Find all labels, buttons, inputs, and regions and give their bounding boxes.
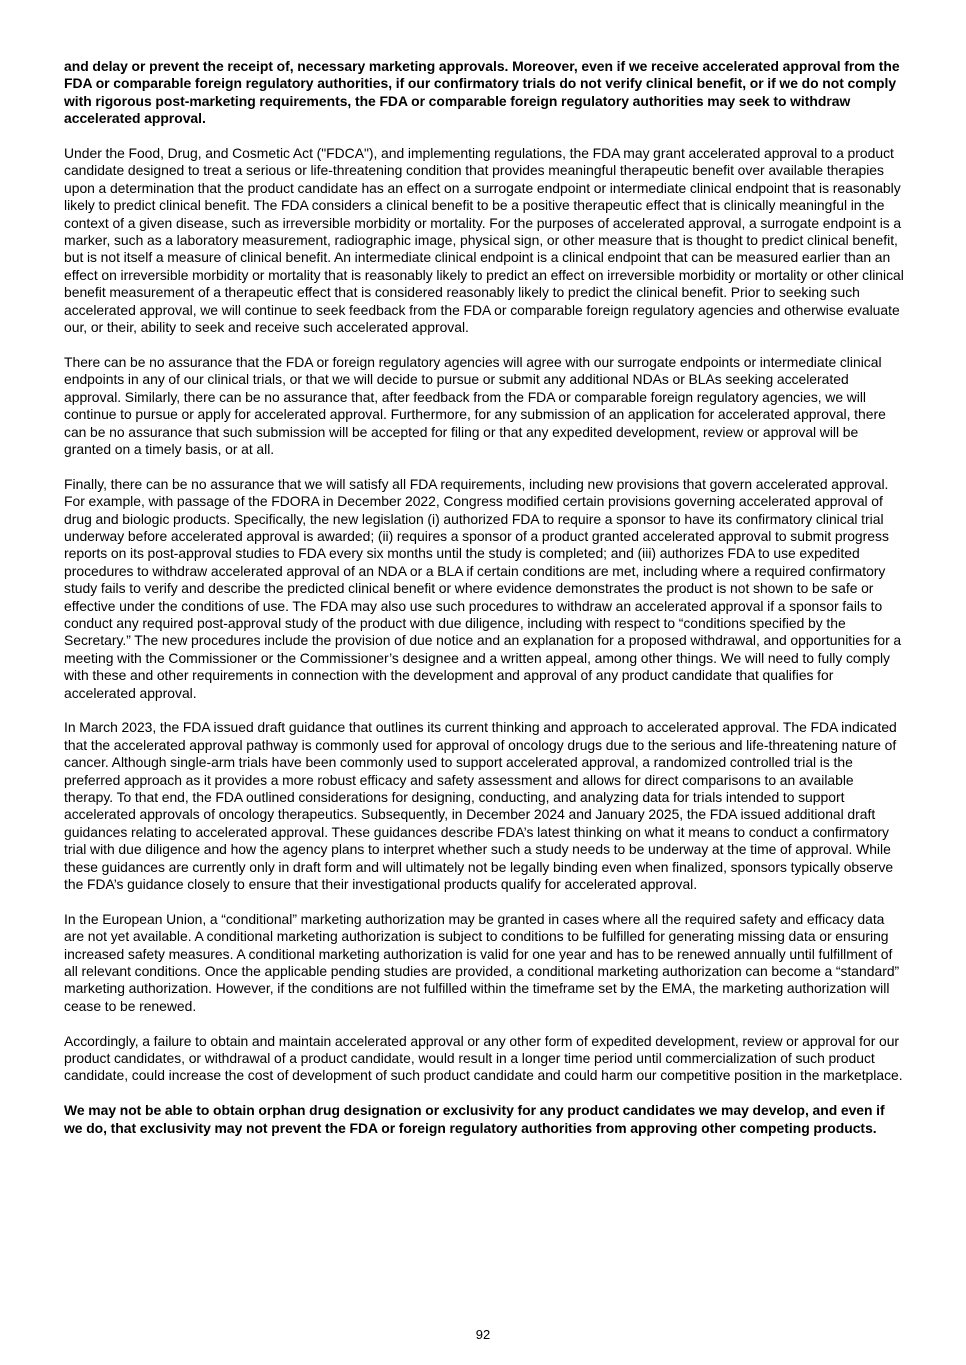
document-body (64, 58, 904, 1154)
paragraph-no-assurance-endpoints: There can be no assurance that the FDA or foreign regulatory agencies will agree with our surrogate endpoints or intermediate clinical endpoints in any of our clinical trials, or that we will decide to pursue or submit any additional NDAs or BLAs seeking accelerated approval. Similarly, there can be no assurance that, after feedback from the FDA or comparable foreign regulatory agencies, we will continue to pursue or apply for accelerated approval. Furthermore, for any submission of an application for accelerated approval, there can be no assurance that such submission will be accepted for filing or that any expedited development, review or approval will be granted on a timely basis, or at all. (64, 353, 886, 457)
page-number: 92 (475, 1327, 491, 1342)
paragraph-fdca-accelerated-approval: Under the Food, Drug, and Cosmetic Act ("FDCA"), and implementing regulations, the FDA may grant accelerated approval to a product candidate designed to treat a serious or life-threatening condition that provides meaningful therapeutic benefit over available therapies upon a determination that the product candidate has an effect on a surrogate endpoint or intermediate clinical endpoint that is reasonably likely to predict clinical benefit. The FDA considers a clinical benefit to be a positive therapeutic effect that is clinically meaningful in the context of a given disease, such as irreversible morbidity or mortality. For the purposes of accelerated approval, a surrogate endpoint is a marker, such as a laboratory measurement, radiographic image, physical sign, or other measure that is thought to predict clinical benefit, but is not itself a measure of clinical benefit. An intermediate clinical endpoint is a clinical endpoint that can be measured earlier than an effect on irreversible morbidity or mortality that is reasonably likely to predict an effect on irreversible morbidity or mortality or other clinical benefit measurement of a therapeutic effect that is considered reasonably likely to predict the clinical benefit. Prior to seeking such accelerated approval, we will continue to seek feedback from the FDA or comparable foreign regulatory agencies and otherwise evaluate our, or their, ability to seek and receive such accelerated approval. (64, 145, 904, 336)
paragraph-march-2023-guidance: In March 2023, the FDA issued draft guidance that outlines its current thinking and approach to accelerated approval. The FDA indicated that the accelerated approval pathway is commonly used for approval of oncology drugs due to the serious and life-threatening nature of cancer. Although single-arm trials have been commonly used to support accelerated approval, a randomized controlled trial is the preferred approach as it provides a more robust efficacy and safety assessment and allows for direct comparisons to an available therapy. To that end, the FDA outlined considerations for designing, conducting, and analyzing data for trials intended to support accelerated approvals of oncology therapeutics. Subsequently, in December 2024 and January 2025, the FDA issued additional draft guidances relating to accelerated approval. These guidances describe FDA’s latest thinking on what it means to conduct a confirmatory trial with due diligence and how the agency plans to interpret whether such a study needs to be underway at the time of approval. While these guidances are currently only in draft form and will ultimately not be legally binding even when finalized, sponsors typically observe the FDA’s guidance closely to ensure that their investigational products qualify for accelerated approval. (64, 719, 897, 893)
paragraph-fdora-provisions: Finally, there can be no assurance that we will satisfy all FDA requirements, including new provisions that govern accelerated approval. For example, with passage of the FDORA in December 2022, Congress modified certain provisions governing accelerated approval of drug and biologic products. Specifically, the new legislation (i) authorized FDA to require a sponsor to have its confirmatory clinical trial underway before accelerated approval is awarded; (ii) requires a sponsor of a product granted accelerated approval to submit progress reports on its post-approval studies to FDA every six months until the study is completed; and (iii) authorizes FDA to use expedited procedures to withdraw accelerated approval of an NDA or a BLA if certain conditions are met, including where a required confirmatory study fails to verify and describe the predicted clinical benefit or where evidence demonstrates the product is not shown to be safe or effective under the conditions of use. The FDA may also use such procedures to withdraw an accelerated approval if a sponsor fails to conduct any required post-approval study of the product with due diligence, including with respect to “conditions specified by the Secretary.” The new procedures include the provision of due notice and an explanation for a proposed withdrawal, and opportunities for a meeting with the Commissioner or the Commissioner’s designee and a written appeal, among other things. We will need to fully comply with these and other requirements in connection with the development and approval of any product candidate that qualifies for accelerated approval. (64, 475, 902, 701)
paragraph-eu-conditional-authorization: In the European Union, a “conditional” marketing authorization may be granted in cases where all the required safety and efficacy data are not yet available. A conditional marketing authorization is subject to conditions to be fulfilled for generating missing data or ensuring increased safety measures. A conditional marketing authorization is valid for one year and has to be renewed annually until fulfillment of all relevant conditions. Once the applicable pending studies are provided, a conditional marketing authorization can become a “standard” marketing authorization. However, if the conditions are not fulfilled within the timeframe set by the EMA, the marketing authorization will cease to be renewed. (64, 910, 900, 1014)
paragraph-failure-consequences: Accordingly, a failure to obtain and maintain accelerated approval or any other form of expedited development, review or approval for our product candidates, or withdrawal of a product candidate, would result in a longer time period until commercialization of such product candidate, could increase the cost of development of such product candidate and could harm our competitive position in the marketplace. (64, 1032, 903, 1084)
risk-heading-accelerated-approval: and delay or prevent the receipt of, necessary marketing approvals. Moreover, even if we receive accelerated approval from the FDA or comparable foreign regulatory authorities, if our confirmatory trials do not verify clinical benefit, or if we do not comply with rigorous post-marketing requirements, the FDA or comparable foreign regulatory authorities may seek to withdraw accelerated approval. (64, 58, 900, 127)
risk-heading-orphan-drug: We may not be able to obtain orphan drug designation or exclusivity for any product candidates we may develop, and even if we do, that exclusivity may not prevent the FDA or foreign regulatory authorities from approving other competing products. (64, 1102, 885, 1136)
